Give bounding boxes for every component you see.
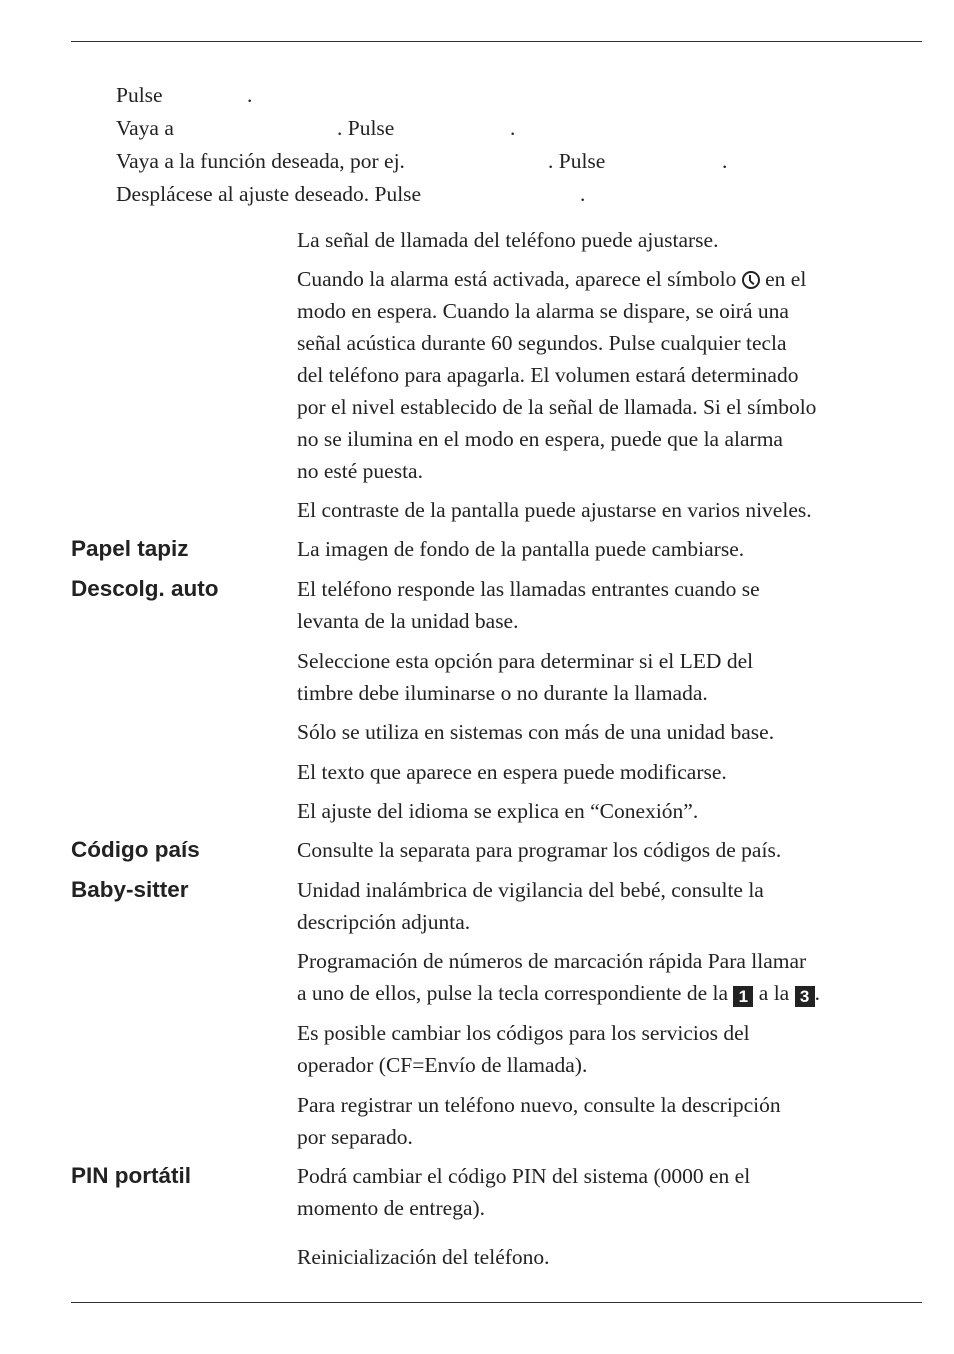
entry-description: El contraste de la pantalla puede ajustarse en varios niveles. <box>297 498 812 522</box>
entry-description: La imagen de fondo de la pantalla puede cambiarse. <box>297 537 745 561</box>
step-text: Pulse <box>116 83 163 107</box>
step-text: . <box>247 83 253 107</box>
entry-label: PIN portátil <box>71 1163 192 1188</box>
description-text: . <box>814 981 820 1005</box>
description-text: Cuando la alarma está activada, aparece el símbolo <box>297 267 737 291</box>
step-text: Desplácese al ajuste deseado. Pulse <box>116 182 422 206</box>
key-1-icon: 1 <box>733 986 753 1007</box>
entry-label: Baby-sitter <box>71 877 189 902</box>
step-text: . Pulse <box>548 149 606 173</box>
description-text: Programación de números de marcación rápida Para llamar a uno de ellos, pulse la tecla correspondiente de la <box>297 949 807 1005</box>
step-text: . Pulse <box>337 116 395 140</box>
entry-description <box>297 945 927 1009</box>
entry-label: Código país <box>71 837 200 862</box>
step-text: Vaya a la función deseada, por ej. <box>116 149 405 173</box>
step-text: . <box>510 116 516 140</box>
entry-description: Unidad inalámbrica de vigilancia del bebé, consulte la descripción adjunta. <box>297 878 764 934</box>
entry-description: Seleccione esta opción para determinar si el LED del timbre debe iluminarse o no durante la llamada. <box>297 649 754 705</box>
entry-description: Podrá cambiar el código PIN del sistema (0000 en el momento de entrega). <box>297 1164 751 1220</box>
entry-description: El ajuste del idioma se explica en “Conexión”. <box>297 799 699 823</box>
entry-description: Reinicialización del teléfono. <box>297 1245 550 1269</box>
entry-description: La señal de llamada del teléfono puede ajustarse. <box>297 228 719 252</box>
entry-label: Papel tapiz <box>71 536 189 561</box>
entry-description: Es posible cambiar los códigos para los servicios del operador (CF=Envío de llamada). <box>297 1021 750 1077</box>
description-text: en el modo en espera. Cuando la alarma se dispare, se oirá una señal acústica durante 60 segundos. Pulse cualquier tecla del teléfono para apagarla. El volumen estará determinado por el nivel establecido de la señal de llamada. Si el símbolo no se ilumina en el modo en espera, puede que la alarma no esté puesta. <box>297 267 817 483</box>
entry-description: El teléfono responde las llamadas entrantes cuando se levanta de la unidad base. <box>297 577 760 633</box>
clock-icon <box>742 271 760 289</box>
step-text: Vaya a <box>116 116 174 140</box>
footer-rule <box>71 1302 922 1303</box>
entry-description: El texto que aparece en espera puede modificarse. <box>297 760 727 784</box>
header-rule <box>71 41 922 42</box>
key-3-icon: 3 <box>795 986 815 1007</box>
entry-description: Consulte la separata para programar los códigos de país. <box>297 838 782 862</box>
step-text: . <box>722 149 728 173</box>
entry-description: Sólo se utiliza en sistemas con más de una unidad base. <box>297 720 775 744</box>
entry-description <box>297 263 927 487</box>
description-text: a la <box>758 981 790 1005</box>
step-text: . <box>580 182 586 206</box>
entry-description: Para registrar un teléfono nuevo, consulte la descripción por separado. <box>297 1093 781 1149</box>
entry-label: Descolg. auto <box>71 576 219 601</box>
